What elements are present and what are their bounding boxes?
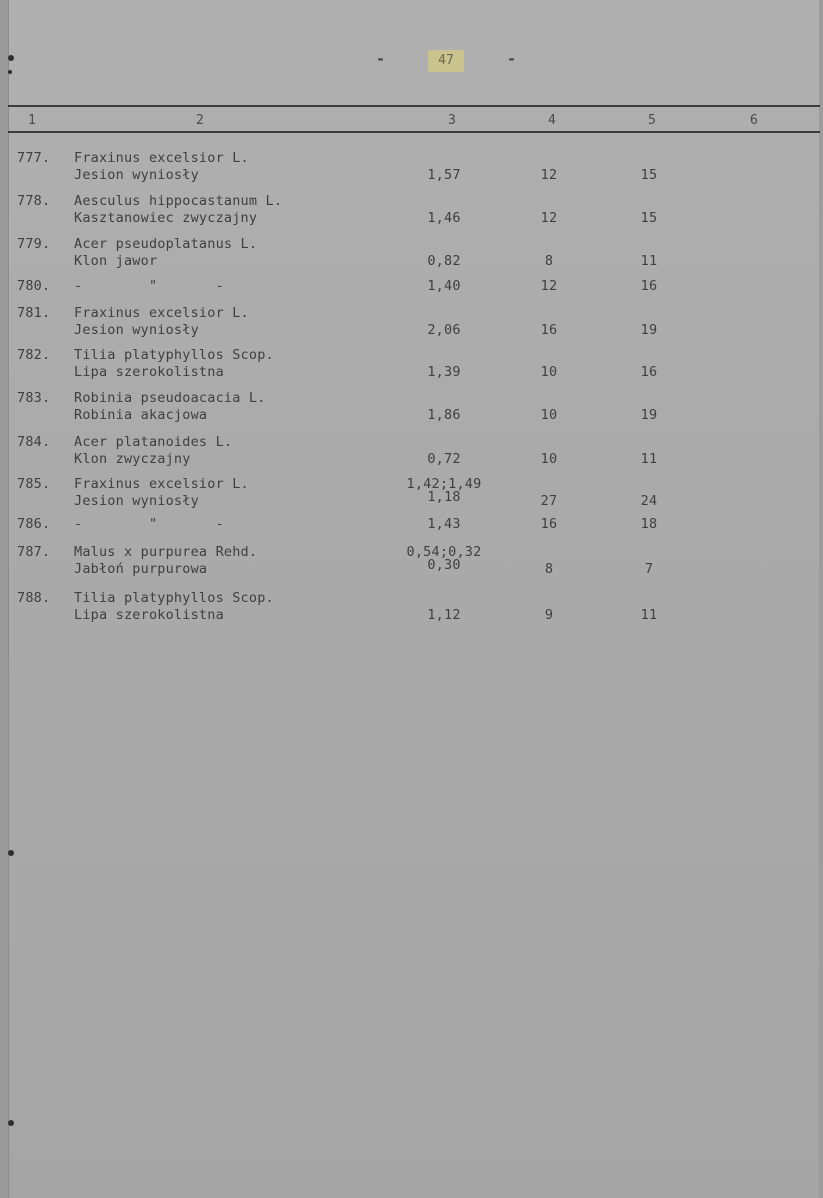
- col3-value: 0,82: [427, 253, 461, 269]
- col5-value: 7: [644, 561, 654, 577]
- page-left-edge: [0, 0, 9, 1198]
- latin-name: Tilia platyphyllos Scop.: [74, 347, 274, 363]
- polish-name: Klon zwyczajny: [74, 451, 191, 467]
- col5-value: 11: [640, 451, 658, 467]
- col3-value: 0,54;0,32: [406, 544, 482, 560]
- col3-value: 1,42;1,49: [406, 476, 482, 492]
- row-number: 788.: [17, 590, 51, 606]
- row-number: 777.: [17, 150, 51, 166]
- col5-value: 11: [640, 253, 658, 269]
- row-number: 786.: [17, 516, 51, 532]
- latin-name: Fraxinus excelsior L.: [74, 305, 249, 321]
- polish-name: Jesion wyniosły: [74, 167, 199, 183]
- col4-value: 27: [540, 493, 558, 509]
- row-number: 785.: [17, 476, 51, 492]
- latin-name: Acer pseudoplatanus L.: [74, 236, 258, 252]
- page-number-dash-left: -: [376, 50, 386, 68]
- column-header-6: 6: [750, 113, 758, 128]
- row-number: 779.: [17, 236, 51, 252]
- col5-value: 18: [640, 516, 658, 532]
- row-number: 787.: [17, 544, 51, 560]
- page-number: 47: [428, 50, 464, 72]
- page-right-edge: [819, 0, 823, 1198]
- row-number: 783.: [17, 390, 51, 406]
- col5-value: 19: [640, 322, 658, 338]
- col5-value: 15: [640, 210, 658, 226]
- column-header-1: 1: [28, 113, 36, 128]
- page-number-dash-right: -: [507, 50, 517, 68]
- punch-hole-mark: [8, 55, 14, 61]
- table-header-rule: [8, 131, 820, 133]
- ditto-name: - " -: [74, 278, 224, 294]
- col3-value: 1,12: [427, 607, 461, 623]
- polish-name: Kasztanowiec zwyczajny: [74, 210, 258, 226]
- punch-hole-mark: [8, 1120, 14, 1126]
- column-header-4: 4: [548, 113, 556, 128]
- col3-value: 1,43: [427, 516, 461, 532]
- ditto-name: - " -: [74, 516, 224, 532]
- col3-value: 1,57: [427, 167, 461, 183]
- row-number: 781.: [17, 305, 51, 321]
- column-header-3: 3: [448, 113, 456, 128]
- col4-value: 9: [544, 607, 554, 623]
- punch-hole-mark: [8, 70, 12, 74]
- latin-name: Tilia platyphyllos Scop.: [74, 590, 274, 606]
- row-number: 780.: [17, 278, 51, 294]
- col3-value: 2,06: [427, 322, 461, 338]
- latin-name: Fraxinus excelsior L.: [74, 476, 249, 492]
- polish-name: Lipa szerokolistna: [74, 364, 224, 380]
- polish-name: Jesion wyniosły: [74, 322, 199, 338]
- latin-name: Malus x purpurea Rehd.: [74, 544, 258, 560]
- row-number: 778.: [17, 193, 51, 209]
- col5-value: 11: [640, 607, 658, 623]
- latin-name: Fraxinus excelsior L.: [74, 150, 249, 166]
- col4-value: 8: [544, 561, 554, 577]
- polish-name: Jabłoń purpurowa: [74, 561, 208, 577]
- column-header-5: 5: [648, 113, 656, 128]
- col4-value: 12: [540, 167, 558, 183]
- polish-name: Jesion wyniosły: [74, 493, 199, 509]
- row-number: 784.: [17, 434, 51, 450]
- col4-value: 10: [540, 407, 558, 423]
- latin-name: Aesculus hippocastanum L.: [74, 193, 283, 209]
- col3-value-second: 1,18: [427, 489, 461, 505]
- col3-value: 1,86: [427, 407, 461, 423]
- col3-value: 1,46: [427, 210, 461, 226]
- col4-value: 16: [540, 322, 558, 338]
- col4-value: 12: [540, 278, 558, 294]
- page-header: [360, 50, 540, 74]
- col5-value: 16: [640, 278, 658, 294]
- col5-value: 24: [640, 493, 658, 509]
- col4-value: 16: [540, 516, 558, 532]
- polish-name: Robinia akacjowa: [74, 407, 208, 423]
- latin-name: Robinia pseudoacacia L.: [74, 390, 266, 406]
- col3-value: 0,72: [427, 451, 461, 467]
- latin-name: Acer platanoides L.: [74, 434, 233, 450]
- col3-value: 1,39: [427, 364, 461, 380]
- col5-value: 16: [640, 364, 658, 380]
- row-number: 782.: [17, 347, 51, 363]
- col4-value: 10: [540, 364, 558, 380]
- punch-hole-mark: [8, 850, 14, 856]
- col3-value-second: 0,30: [427, 557, 461, 573]
- col4-value: 10: [540, 451, 558, 467]
- col5-value: 19: [640, 407, 658, 423]
- polish-name: Lipa szerokolistna: [74, 607, 224, 623]
- col4-value: 12: [540, 210, 558, 226]
- col5-value: 15: [640, 167, 658, 183]
- col3-value: 1,40: [427, 278, 461, 294]
- col4-value: 8: [544, 253, 554, 269]
- table-top-rule: [8, 105, 820, 107]
- column-header-2: 2: [196, 113, 204, 128]
- polish-name: Klon jawor: [74, 253, 158, 269]
